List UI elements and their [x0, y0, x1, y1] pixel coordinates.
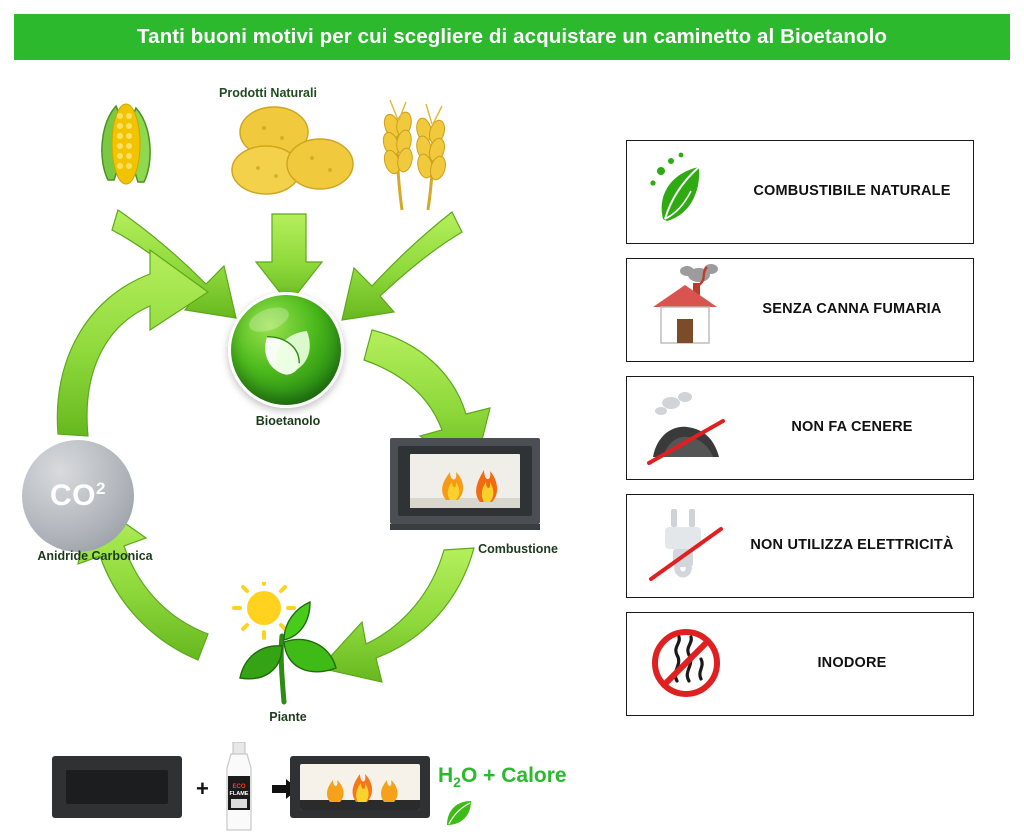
plug-no-icon [627, 495, 745, 597]
bioethanol-cycle-diagram [0, 62, 610, 762]
bioethanol-bottle-icon [218, 742, 260, 832]
leaf-icon [444, 798, 474, 828]
corn-icon [96, 88, 156, 198]
plus-sign: + [196, 776, 209, 801]
feature-item-non-fa-cenere[interactable] [626, 376, 974, 480]
feature-label: COMBUSTIBILE NATURALE [753, 183, 951, 200]
house-chimney-icon [627, 259, 745, 361]
fireplace-empty-icon [52, 756, 182, 818]
co2-text: $CO^2$ [50, 479, 106, 512]
header-banner [14, 14, 1010, 60]
feature-item-non-utilizza-elettricita[interactable] [626, 494, 974, 598]
no-smell-icon [627, 613, 745, 715]
arrow-wheat-to-bioethanol [342, 212, 462, 320]
leaf-icon [627, 141, 745, 243]
feature-label: NON UTILIZZA ELETTRICITÀ [750, 537, 954, 554]
page-title: Tanti buoni motivi per cui scegliere di acquistare un caminetto al Bioetanolo [136, 25, 887, 48]
bioethanol-leaf-sphere-icon [228, 292, 344, 408]
wheat-icon [372, 90, 458, 212]
svg-text:ECO: ECO [232, 784, 246, 790]
bottom-equation-row [40, 742, 600, 834]
plant-sun-icon [210, 582, 370, 710]
fireplace-lit-inner [300, 764, 420, 810]
label-prodotti-naturali: Prodotti Naturali [219, 86, 317, 100]
fireplace-lit-icon [290, 756, 430, 818]
feature-item-senza-canna-fumaria[interactable] [626, 258, 974, 362]
fireplace-empty-inner [66, 770, 168, 804]
feature-item-combustibile-naturale[interactable] [626, 140, 974, 244]
feature-label: INODORE [817, 655, 887, 672]
arrow-co2-to-bioethanol [57, 250, 208, 436]
feature-label: NON FA CENERE [791, 419, 913, 436]
result-label: $H_2O$ + Calore [438, 764, 567, 791]
potatoes-icon [220, 102, 360, 202]
co2-badge [22, 440, 134, 552]
label-combustione: Combustione [478, 542, 558, 556]
label-anidride-carbonica: Anidride Carbonica [37, 549, 153, 563]
ash-no-icon [627, 377, 745, 479]
fireplace-icon [388, 432, 548, 536]
label-piante: Piante [269, 710, 307, 724]
svg-text:FLAME: FLAME [229, 791, 249, 797]
arrow-potatoes-to-bioethanol [256, 214, 322, 304]
feature-label: SENZA CANNA FUMARIA [762, 301, 942, 318]
feature-item-inodore[interactable] [626, 612, 974, 716]
label-bioetanolo: Bioetanolo [255, 414, 321, 428]
feature-list [626, 140, 974, 730]
